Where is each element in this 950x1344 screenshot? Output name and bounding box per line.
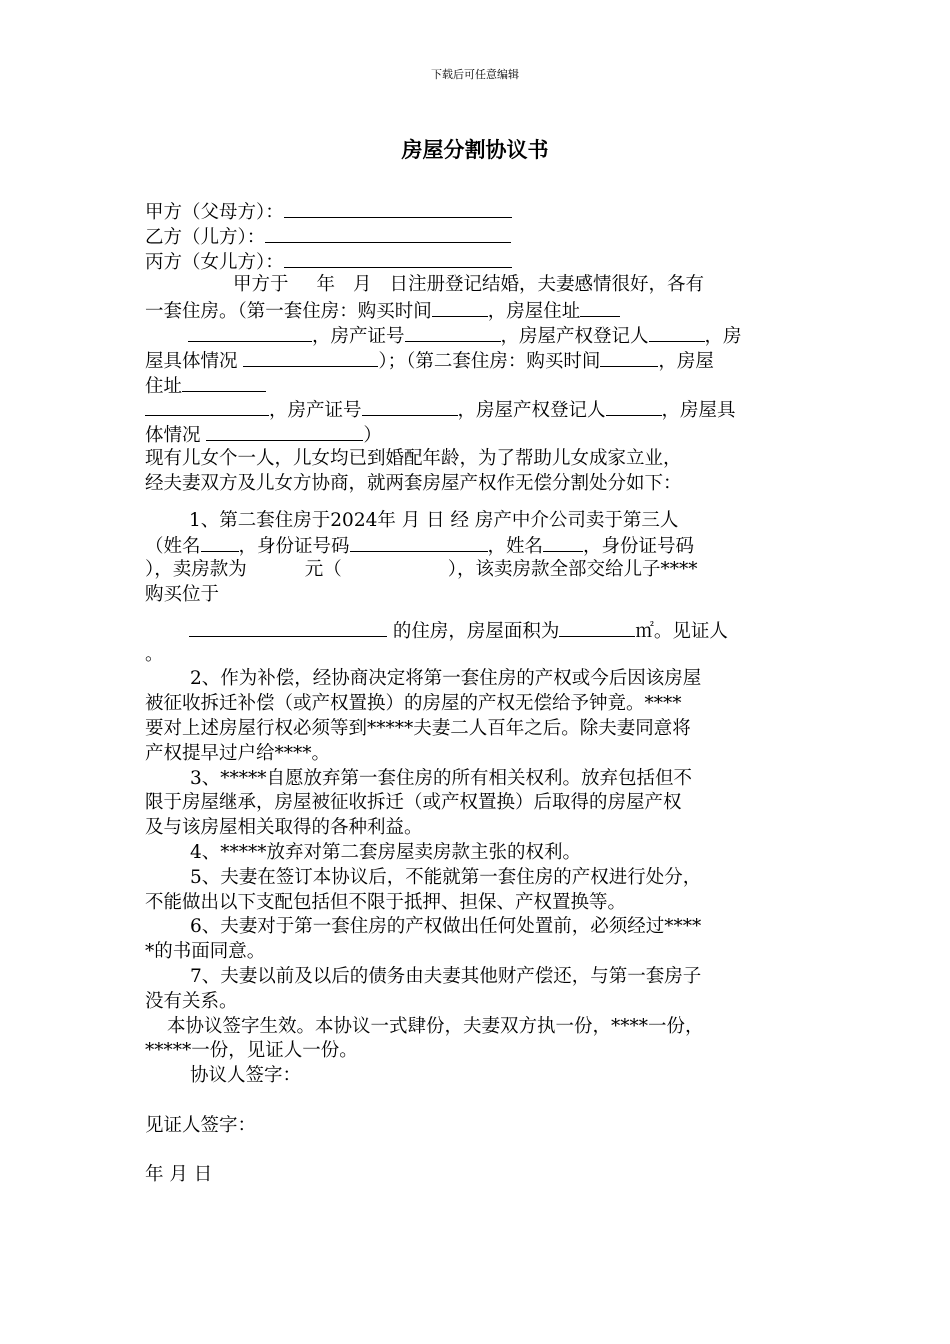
clause-line: 不能做出以下支配包括但不限于抵押、担保、产权置换等。 xyxy=(145,891,627,913)
intro-line: 体情况 ） xyxy=(145,422,810,447)
location-blank[interactable] xyxy=(189,618,387,637)
address-blank-1b[interactable] xyxy=(188,323,312,342)
intro-line: 现有儿女个一人，儿女均已到婚配年龄，为了帮助儿女成家立业， xyxy=(145,447,682,469)
party-b-line: 乙方（儿方）： xyxy=(145,224,810,249)
party-a-blank[interactable] xyxy=(284,199,512,218)
document-body xyxy=(145,199,810,1188)
clause-line: 6、夫妻对于第一套住房的产权做出任何处置前，必须经过**** xyxy=(190,916,702,938)
certificate-blank-1[interactable] xyxy=(405,323,501,342)
date-label: 年 月 日 xyxy=(145,1164,213,1186)
clause-line: 及与该房屋相关取得的各种利益。 xyxy=(145,817,423,839)
intro-line: ，房产证号 ，房屋产权登记人 ，房屋具 xyxy=(145,397,810,422)
clause-1-line: 。 xyxy=(145,643,164,665)
intro-line: 住址 xyxy=(145,373,810,398)
certificate-blank-2[interactable] xyxy=(362,397,458,416)
page-header: 下载后可任意编辑 xyxy=(431,68,519,81)
clause-1-line: 1、第二套住房于2024年 月 日 经 房产中介公司卖于第三人 xyxy=(189,509,679,531)
clause-line: 5、夫妻在签订本协议后，不能就第一套住房的产权进行处分， xyxy=(190,866,702,888)
details-blank-1[interactable] xyxy=(243,348,378,367)
witness-signature-label: 见证人签字： xyxy=(145,1114,257,1136)
clause-line: 限于房屋继承，房屋被征收拆迁（或产权置换）后取得的房屋产权 xyxy=(145,792,682,814)
intro-line: ，房产证号 ，房屋产权登记人 ，房 xyxy=(145,323,810,348)
party-b-blank[interactable] xyxy=(265,224,511,243)
clause-line: 被征收拆迁补偿（或产权置换）的房屋的产权无偿给予钟竟。**** xyxy=(145,693,682,715)
address-blank-1[interactable] xyxy=(580,298,620,317)
document-title: 房屋分割协议书 xyxy=(401,138,549,162)
buyer-name-blank-1[interactable] xyxy=(201,533,239,552)
address-blank-2[interactable] xyxy=(182,373,266,392)
closing-line: *****一份，见证人一份。 xyxy=(145,1040,358,1062)
clause-line: 要对上述房屋行权必须等到*****夫妻二人百年之后。除夫妻同意将 xyxy=(145,717,691,739)
clause-line: 2、作为补偿，经协商决定将第一套住房的产权或今后因该房屋 xyxy=(190,668,702,690)
clause-line: 4、*****放弃对第二套房屋卖房款主张的权利。 xyxy=(190,841,582,863)
clause-line: 3、*****自愿放弃第一套住房的所有相关权利。放弃包括但不 xyxy=(190,767,693,789)
clause-1-line: 购买位于 xyxy=(145,583,220,605)
party-a-line: 甲方（父母方）： xyxy=(145,199,810,224)
parties-signature-label: 协议人签字： xyxy=(190,1065,302,1087)
party-c-line: 丙方（女儿方）： xyxy=(145,249,810,274)
intro-line: 经夫妻双方及儿女方协商，就两套房屋产权作无偿分割处分如下： xyxy=(145,472,682,494)
clause-1-line: ），卖房款为 元（ ），该卖房款全部交给儿子**** xyxy=(145,559,698,581)
area-blank[interactable] xyxy=(559,618,635,637)
clause-line: 7、夫妻以前及以后的债务由夫妻其他财产偿还，与第一套房子 xyxy=(190,965,702,987)
address-blank-2b[interactable] xyxy=(145,397,269,416)
clause-line: 没有关系。 xyxy=(145,990,238,1012)
registrant-blank-1[interactable] xyxy=(649,323,705,342)
clause-1-line: 的住房，房屋面积为 ㎡。见证人 xyxy=(145,618,810,643)
details-blank-2[interactable] xyxy=(206,422,363,441)
buyer-id-blank-1[interactable] xyxy=(350,533,488,552)
closing-line: 本协议签字生效。本协议一式肆份，夫妻双方执一份，****一份， xyxy=(167,1015,704,1037)
purchase-time-blank-2[interactable] xyxy=(600,348,658,367)
buyer-name-blank-2[interactable] xyxy=(543,533,583,552)
intro-line: 一套住房。（第一套住房：购买时间 ，房屋住址 xyxy=(145,298,810,323)
clause-1-line: （姓名 ，身份证号码 ，姓名 ，身份证号码 xyxy=(145,533,810,558)
purchase-time-blank-1[interactable] xyxy=(432,298,488,317)
intro-line: 屋具体情况 ）；（第二套住房：购买时间 ，房屋 xyxy=(145,348,810,373)
clause-line: *的书面同意。 xyxy=(145,941,266,963)
registrant-blank-2[interactable] xyxy=(606,397,662,416)
clause-line: 产权提早过户给****。 xyxy=(145,742,331,764)
party-c-blank[interactable] xyxy=(284,249,512,268)
intro-line: 甲方于 年 月 日注册登记结婚，夫妻感情很好，各有 xyxy=(233,274,705,296)
